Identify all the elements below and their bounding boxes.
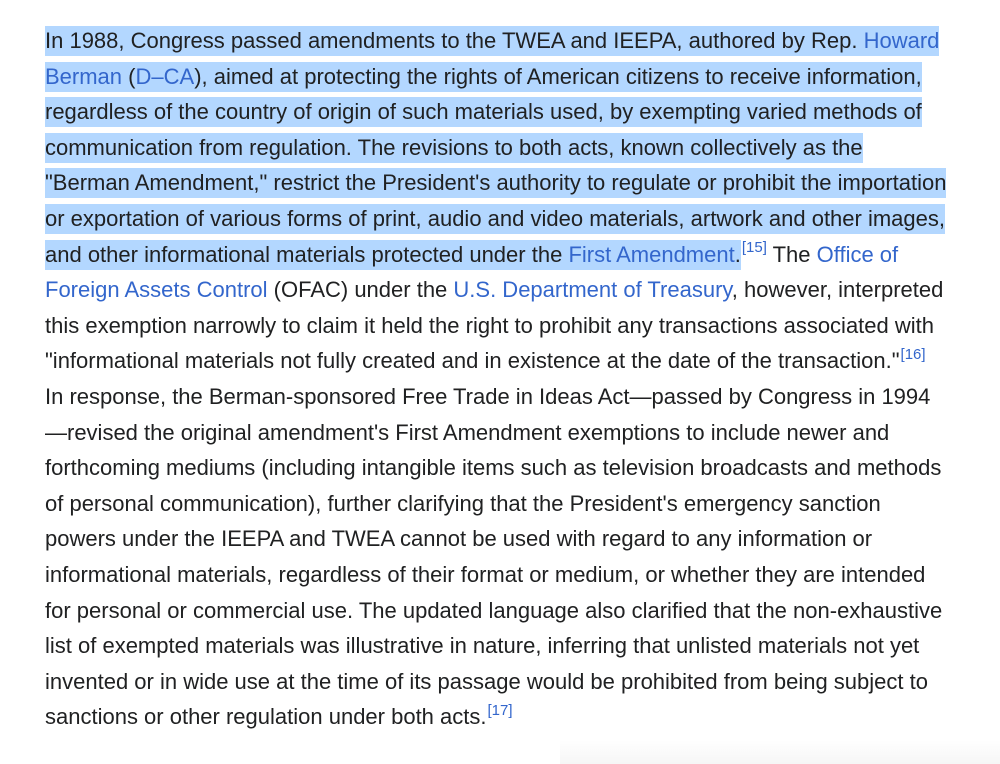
paragraph-text: and other informational materials protected under the: [45, 241, 563, 267]
text-line-1: [45, 23, 975, 59]
text-line-7: [45, 237, 975, 273]
link-ofac[interactable]: Foreign Assets Control: [45, 277, 268, 303]
text-line-12: —revised the original amendment's First Amendment exemptions to include newer and: [45, 419, 890, 445]
text-line-20: [45, 699, 975, 735]
paragraph-text: "informational materials not fully created and in existence at the date of the transaction.": [45, 348, 900, 374]
link-us-treasury[interactable]: U.S. Department of Treasury: [453, 277, 732, 303]
text-line-5: [45, 165, 975, 201]
link-first-amendment[interactable]: First Amendment: [568, 241, 735, 267]
text-line-13: forthcoming mediums (including intangible items such as television broadcasts and methods: [45, 455, 942, 481]
bottom-shadow: [560, 740, 1000, 764]
selected-text-segment: [45, 240, 741, 270]
selected-text-segment: [45, 26, 939, 56]
text-line-4: [45, 130, 975, 166]
text-line-18: list of exempted materials was illustrative in nature, inferring that unlisted materials not yet: [45, 633, 920, 659]
text-line-14: of personal communication), further clarifying that the President's emergency sanction: [45, 490, 881, 516]
selected-text-segment: [45, 62, 922, 92]
link-democratic-party-california[interactable]: D–CA: [135, 63, 195, 89]
selected-text-segment: regardless of the country of origin of such materials used, by exempting varied methods of: [45, 97, 922, 127]
citation-15[interactable]: [742, 239, 767, 256]
text-line-3: [45, 94, 975, 130]
citation-16[interactable]: [901, 346, 926, 363]
text-line-10: [45, 343, 975, 379]
link-howard-berman[interactable]: Howard: [863, 28, 940, 53]
citation-link[interactable]: [15]: [741, 239, 767, 257]
paragraph-text: In 1988, Congress passed amendments to the TWEA and IEEPA, authored by Rep.: [45, 28, 858, 53]
paragraph-text: , however, interpreted: [731, 277, 944, 303]
paragraph-text: sanctions or other regulation under both acts.: [45, 704, 487, 730]
text-line-8: [45, 272, 975, 308]
paragraph-text: .: [734, 241, 741, 267]
paragraph-text: (OFAC) under the: [267, 277, 454, 303]
citation-17[interactable]: [488, 702, 513, 719]
link-howard-berman[interactable]: Berman: [45, 63, 123, 89]
paragraph-text: The: [766, 241, 811, 267]
citation-link[interactable]: [17]: [487, 701, 513, 719]
text-line-11: In response, the Berman-sponsored Free Trade in Ideas Act—passed by Congress in 1994: [45, 383, 931, 409]
paragraph-text: (: [122, 63, 136, 89]
article-paragraph: [45, 23, 975, 735]
selected-text-segment: or exportation of various forms of print, audio and video materials, artwork and other images,: [45, 204, 945, 234]
text-line-16: informational materials, regardless of their format or medium, or whether they are intended: [45, 561, 926, 587]
citation-link[interactable]: [16]: [900, 346, 926, 364]
selected-text-segment: "Berman Amendment," restrict the President's authority to regulate or prohibit the importation: [45, 168, 946, 198]
text-line-2: [45, 59, 975, 95]
text-line-6: [45, 201, 975, 237]
text-line-19: invented or in wide use at the time of its passage would be prohibited from being subject to: [45, 668, 928, 694]
link-ofac[interactable]: Office of: [816, 241, 899, 267]
paragraph-text: ), aimed at protecting the rights of American citizens to receive information,: [194, 63, 922, 89]
text-line-9: this exemption narrowly to claim it held the right to prohibit any transactions associated with: [45, 312, 934, 338]
text-line-15: powers under the IEEPA and TWEA cannot be used with regard to any information or: [45, 526, 873, 552]
selected-text-segment: communication from regulation. The revisions to both acts, known collectively as the: [45, 133, 863, 163]
text-line-17: for personal or commercial use. The updated language also clarified that the non-exhaustive: [45, 597, 943, 623]
